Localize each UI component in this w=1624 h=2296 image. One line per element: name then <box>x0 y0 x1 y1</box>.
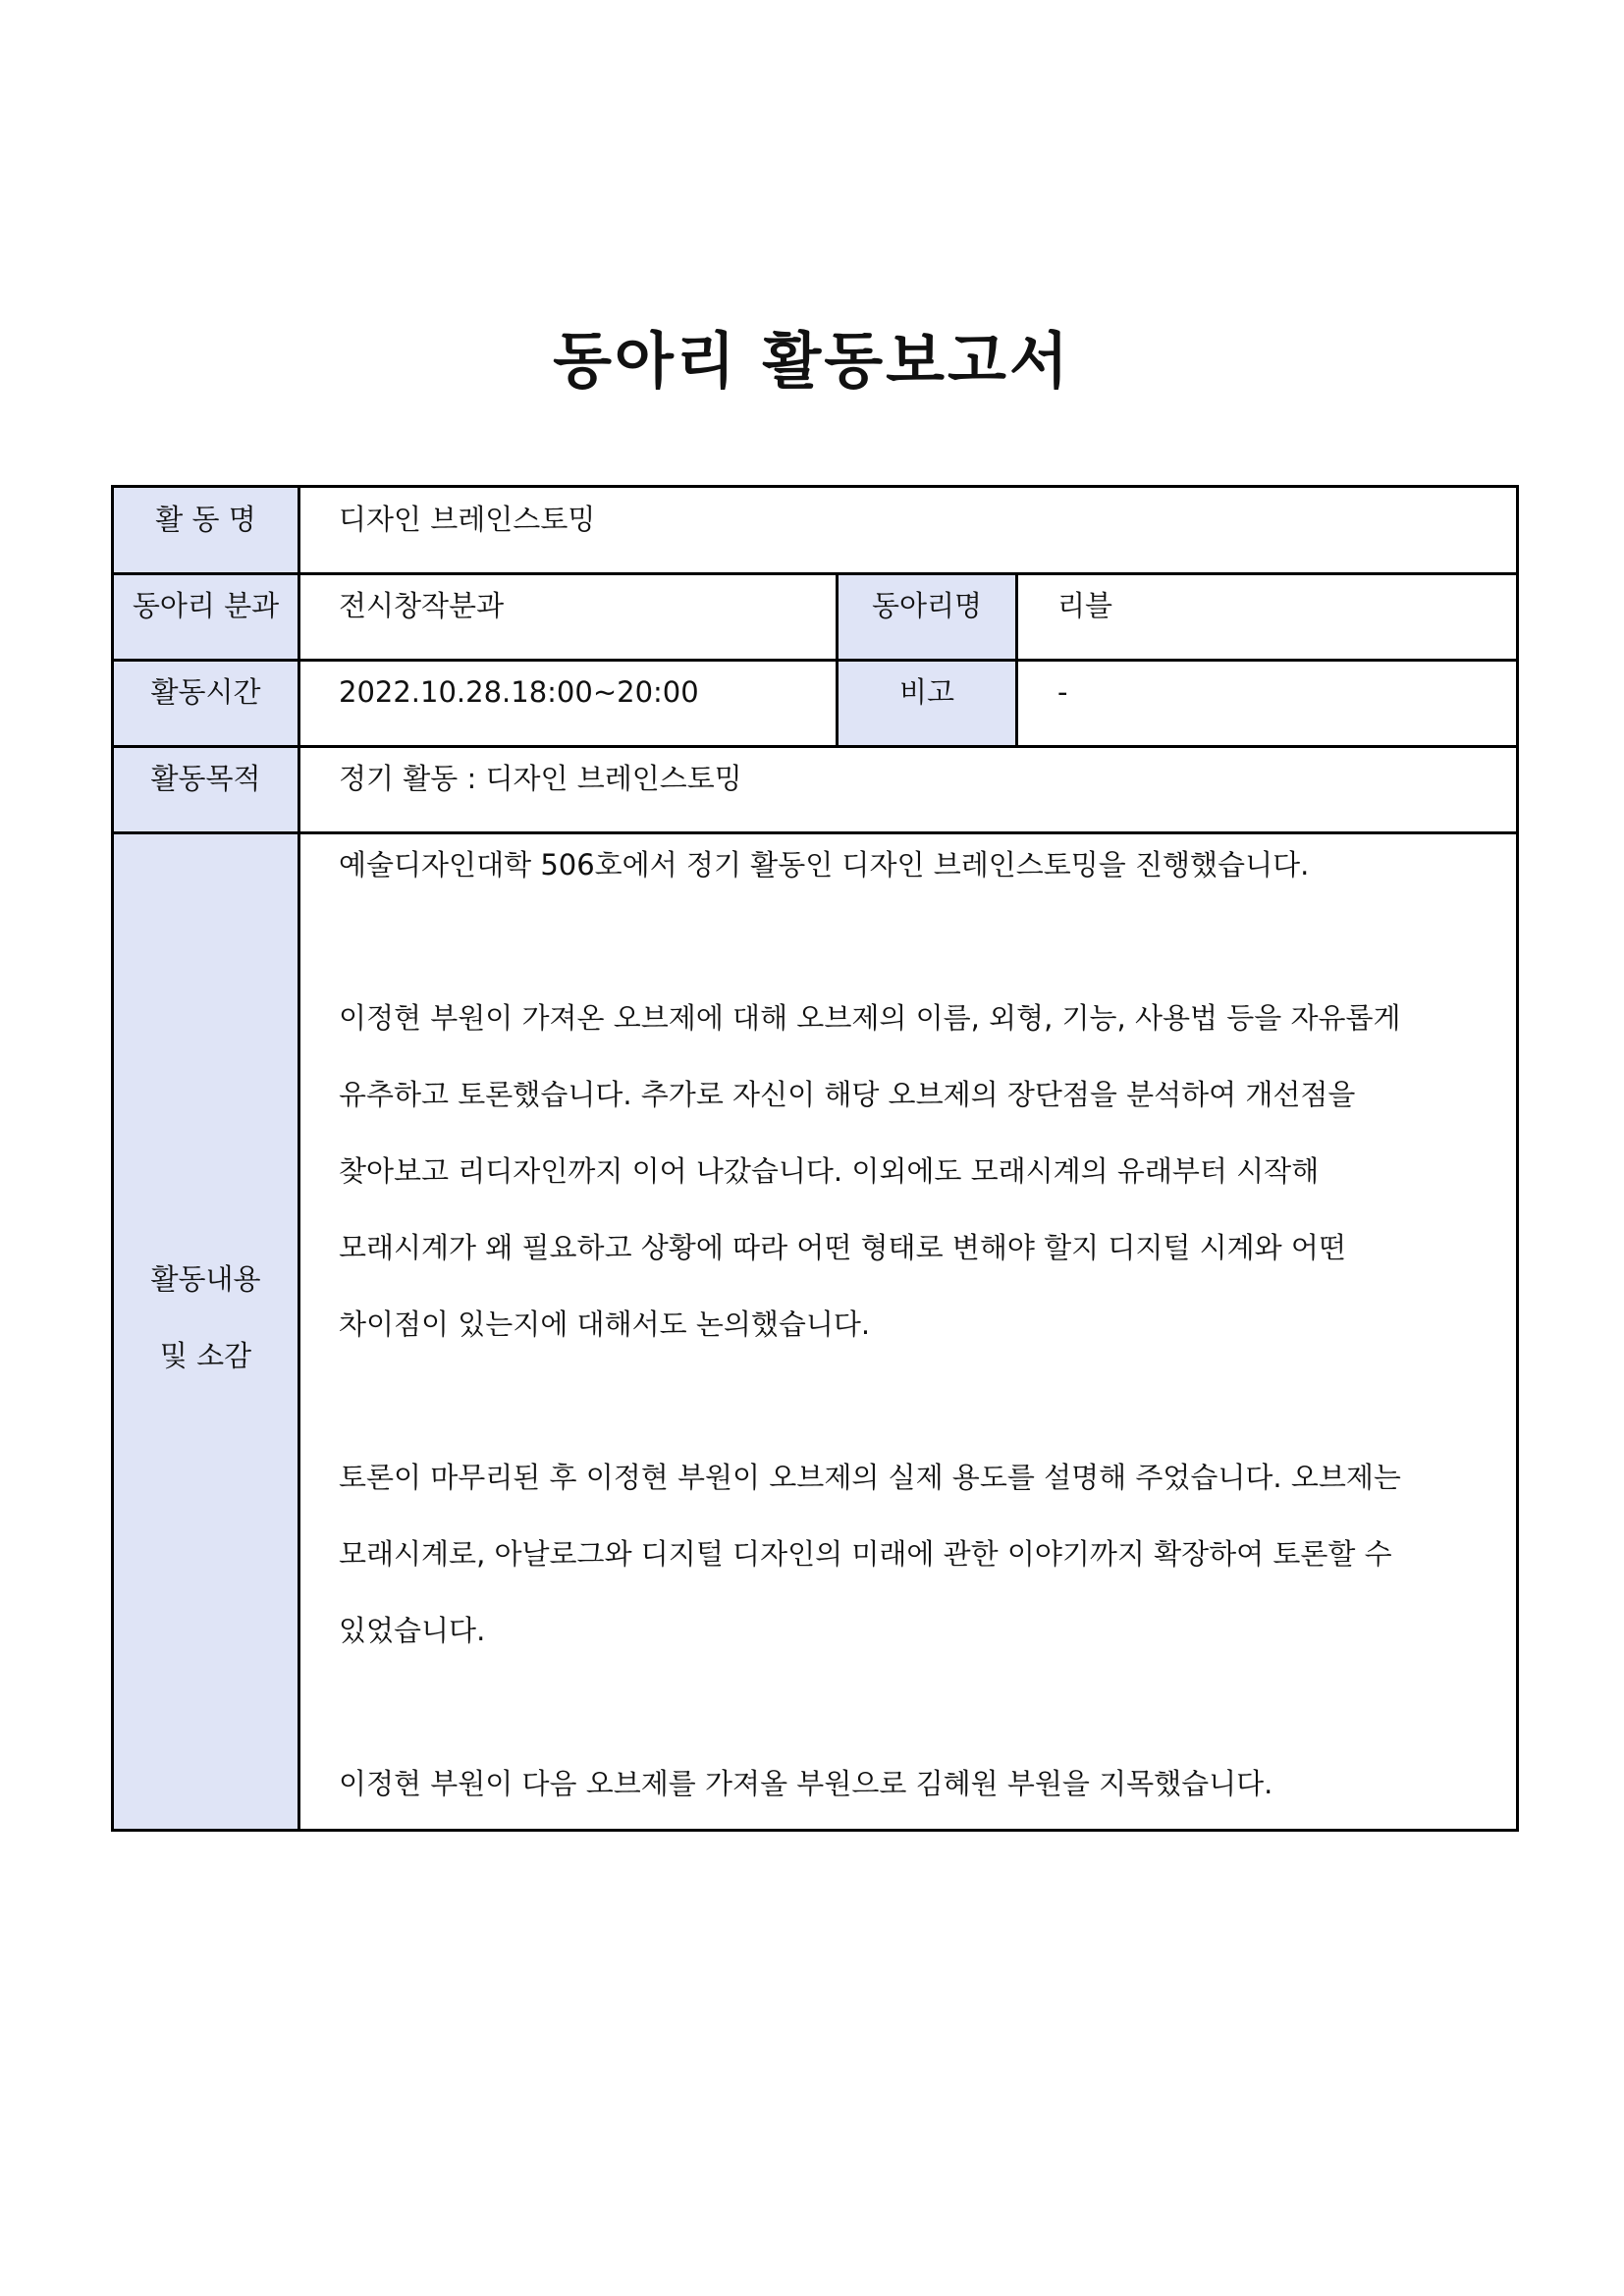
column-divider <box>1015 574 1018 747</box>
content-line: 이정현 부원이 가져온 오브제에 대해 오브제의 이름, 외형, 기능, 사용법 등을 자유롭게 <box>339 1001 1401 1035</box>
content-line: 유추하고 토론했습니다. 추가로 자신이 해당 오브제의 장단점을 분석하여 개선점을 <box>339 1078 1356 1111</box>
content-line: 모래시계로, 아날로그와 디지털 디자인의 미래에 관한 이야기까지 확장하여 토론할 수 <box>339 1537 1392 1571</box>
document-title: 동아리 활동보고서 <box>553 325 1071 397</box>
column-divider <box>298 488 300 1829</box>
activity-name-label: 활 동 명 <box>155 503 256 536</box>
activity-time-value: 2022.10.28.18:00~20:00 <box>339 675 699 709</box>
activity-purpose-value: 정기 활동 : 디자인 브레인스토밍 <box>339 762 742 795</box>
activity-purpose-label: 활동목적 <box>150 762 261 795</box>
remarks-value: - <box>1057 675 1068 709</box>
content-line: 예술디자인대학 506호에서 정기 활동인 디자인 브레인스토밍을 진행했습니다. <box>339 848 1310 881</box>
activity-name-value: 디자인 브레인스토밍 <box>339 503 596 536</box>
activity-report-table <box>111 485 1519 1832</box>
row-divider <box>114 659 1516 662</box>
row-divider <box>114 831 1516 834</box>
club-name-label: 동아리명 <box>871 589 983 622</box>
club-name-value: 리블 <box>1057 589 1113 622</box>
row-divider <box>114 572 1516 575</box>
club-division-value: 전시창작분과 <box>339 589 505 622</box>
content-line: 모래시계가 왜 필요하고 상황에 따라 어떤 형태로 변해야 할지 디지털 시계와 어떤 <box>339 1231 1346 1264</box>
content-line: 토론이 마무리된 후 이정현 부원이 오브제의 실제 용도를 설명해 주었습니다. 오브제는 <box>339 1461 1401 1494</box>
row-divider <box>114 745 1516 748</box>
activity-content-label-line1: 활동내용 <box>150 1262 261 1296</box>
content-line: 있었습니다. <box>339 1614 486 1647</box>
club-division-label: 동아리 분과 <box>132 589 280 622</box>
content-line: 찾아보고 리디자인까지 이어 나갔습니다. 이외에도 모래시계의 유래부터 시작해 <box>339 1154 1320 1188</box>
activity-time-label: 활동시간 <box>150 675 261 709</box>
remarks-label: 비고 <box>898 675 955 709</box>
activity-content-label-line2: 및 소감 <box>159 1339 252 1372</box>
content-line: 이정현 부원이 다음 오브제를 가져올 부원으로 김혜원 부원을 지목했습니다. <box>339 1767 1273 1800</box>
content-line: 차이점이 있는지에 대해서도 논의했습니다. <box>339 1308 871 1341</box>
